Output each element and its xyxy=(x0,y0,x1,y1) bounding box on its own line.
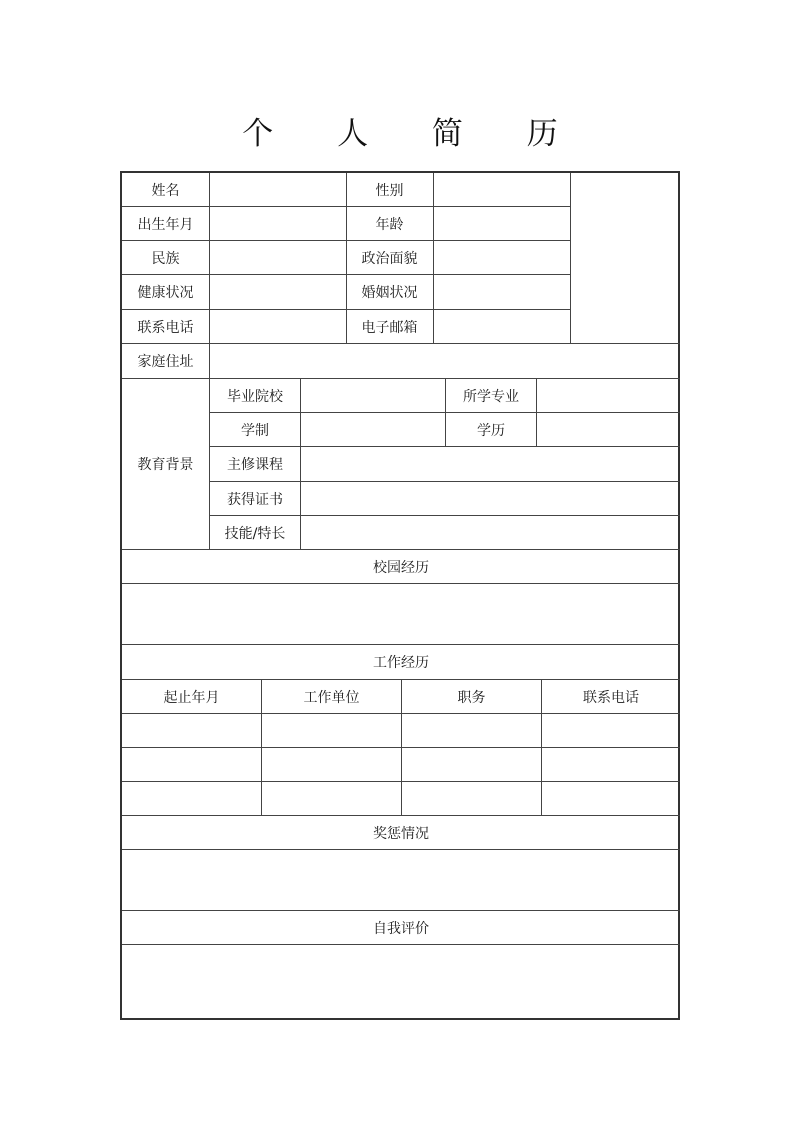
ethnicity-field[interactable] xyxy=(210,241,346,274)
age-field[interactable] xyxy=(434,207,570,240)
work-row[interactable] xyxy=(122,714,680,747)
email-label: 电子邮箱 xyxy=(361,319,418,336)
health-field[interactable] xyxy=(210,275,346,309)
awards-header: 奖惩情况 xyxy=(373,825,429,842)
email-field[interactable] xyxy=(434,310,570,343)
marital-label: 婚姻状况 xyxy=(361,285,418,301)
school-field[interactable] xyxy=(301,379,445,412)
photo-box[interactable] xyxy=(571,173,680,343)
resume-title: 个 人 简 历 xyxy=(242,116,585,152)
work-col-employer: 工作单位 xyxy=(303,689,360,706)
courses-label: 主修课程 xyxy=(227,457,283,473)
self-evaluation-field[interactable] xyxy=(122,945,680,1018)
campus-experience-header: 校园经历 xyxy=(373,559,429,576)
work-col-phone: 联系电话 xyxy=(583,689,639,706)
address-field[interactable] xyxy=(210,344,680,378)
degree-field[interactable] xyxy=(537,413,680,446)
courses-field[interactable] xyxy=(301,447,680,481)
self-evaluation-header: 自我评价 xyxy=(373,920,429,937)
gender-field[interactable] xyxy=(434,173,570,206)
duration-field[interactable] xyxy=(301,413,445,446)
name-label: 姓名 xyxy=(151,182,180,199)
phone-field[interactable] xyxy=(210,310,346,343)
awards-field[interactable] xyxy=(122,850,680,910)
work-row[interactable] xyxy=(122,782,680,815)
political-status-label: 政治面貌 xyxy=(361,250,418,267)
major-field[interactable] xyxy=(537,379,680,412)
duration-label: 学制 xyxy=(241,422,269,439)
certificates-field[interactable] xyxy=(301,482,680,515)
certificates-label: 获得证书 xyxy=(227,491,283,508)
major-label: 所学专业 xyxy=(463,388,519,405)
age-label: 年龄 xyxy=(375,216,404,233)
birth-label: 出生年月 xyxy=(137,216,194,233)
resume-form xyxy=(120,171,680,1020)
phone-label: 联系电话 xyxy=(137,319,194,336)
political-status-field[interactable] xyxy=(434,241,570,274)
name-field[interactable] xyxy=(210,173,346,206)
skills-field[interactable] xyxy=(301,516,680,549)
marital-field[interactable] xyxy=(434,275,570,309)
birth-field[interactable] xyxy=(210,207,346,240)
address-label: 家庭住址 xyxy=(137,354,194,370)
ethnicity-label: 民族 xyxy=(151,250,180,267)
work-row[interactable] xyxy=(122,748,680,781)
school-label: 毕业院校 xyxy=(227,388,283,405)
skills-label: 技能/特长 xyxy=(224,525,286,542)
health-label: 健康状况 xyxy=(137,285,194,301)
gender-label: 性别 xyxy=(375,182,404,199)
work-experience-header: 工作经历 xyxy=(373,655,429,671)
campus-experience-field[interactable] xyxy=(122,584,680,644)
degree-label: 学历 xyxy=(477,422,505,439)
education-section-label: 教育背景 xyxy=(137,457,194,473)
work-col-period: 起止年月 xyxy=(163,689,220,706)
work-col-position: 职务 xyxy=(457,689,486,706)
